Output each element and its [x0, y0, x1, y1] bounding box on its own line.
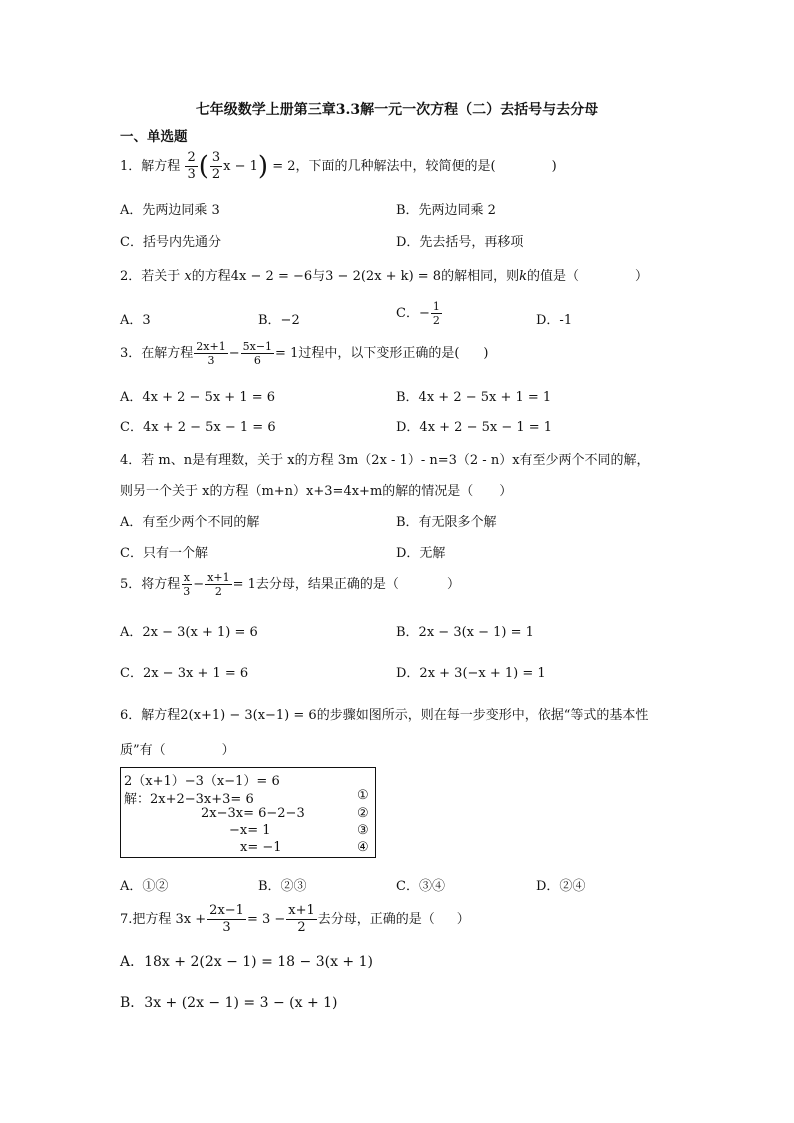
q4-option-a: A．有至少两个不同的解 — [120, 515, 260, 530]
q7-prompt: 去分母，正确的是（ — [317, 912, 435, 927]
q3-option-a: A．4x + 2 − 5x + 1 = 6 — [120, 390, 276, 405]
question-5: 5．将方程 $\frac{x}{3}$ − $\frac{x+1}{2}$ = 1去分母，结果正确的是（ ） — [120, 571, 460, 598]
q5-number: 5． — [120, 577, 142, 592]
q6-equation: 2(x+1) − 3(x−1) = 6 — [180, 708, 317, 723]
q4-line-1: 4．若 m、n是有理数，关于 x的方程 3m（2x - 1）- n=3（2 - n）x有至少两个不同的解， — [120, 453, 650, 468]
q6-option-d: D．②④ — [536, 879, 586, 894]
q6-step-2: 2x−3x= 6−2−3 — [201, 806, 305, 821]
q1-inner-fraction: $\frac{3}{2}$ — [211, 150, 221, 182]
q6-mark-2: ② — [357, 806, 369, 821]
q1-prefix: 解方程 — [141, 159, 181, 174]
q6-line-1: 6．解方程2(x+1) − 3(x−1) = 6的步骤如图所示，则在每一步变形中，依据“等式的基本性 — [120, 708, 649, 723]
q1-close-paren: ) — [551, 159, 557, 174]
question-7 — [120, 903, 470, 936]
q2-text-5: 的值是（ — [526, 269, 579, 284]
q7-option-a: A．18x + 2(2x − 1) = 18 − 3(x + 1) — [120, 954, 373, 970]
q5-prefix: 将方程 — [141, 577, 181, 592]
q7-fraction-1: $\frac{2x-1}{3}$ — [209, 903, 244, 935]
q5-option-a: A．2x − 3(x + 1) = 6 — [120, 625, 258, 640]
q7-close-paren: ） — [456, 912, 470, 927]
q4-option-b: B．有无限多个解 — [396, 515, 497, 530]
q5-fraction-2: $\frac{x+1}{2}$ — [207, 571, 230, 598]
q6-step-1: 解：2x+2−3x+3= 6 — [124, 792, 254, 807]
q5-prompt: 去分母，结果正确的是（ — [255, 577, 399, 592]
q3-close-paren: ) — [483, 346, 489, 361]
q2-option-c: C．− $\frac{1}{2}$ — [396, 300, 440, 327]
q2-text-4: 的解相同，则 — [441, 269, 520, 284]
q3-option-c: C．4x + 2 − 5x − 1 = 6 — [120, 420, 276, 435]
section-heading: 一、单选题 — [120, 129, 188, 145]
q7-fraction-2: $\frac{x+1}{2}$ — [288, 903, 315, 935]
q2-close-paren: ） — [635, 269, 649, 284]
q2-option-c-fraction: $\frac{1}{2}$ — [432, 300, 440, 327]
q3-prompt: 过程中，以下变形正确的是( — [298, 346, 460, 361]
q3-option-b: B．4x + 2 − 5x + 1 = 1 — [396, 390, 552, 405]
q1-number: 1． — [120, 159, 142, 174]
q6-line-2: 质”有（ ） — [120, 743, 235, 758]
q2-text-2: 的方程 — [191, 269, 231, 284]
q2-equation-2: 3 − 2(2x + k) = 8 — [325, 269, 442, 284]
q2-var-x: x — [184, 269, 192, 284]
q6-option-a: A．①② — [120, 879, 169, 894]
q6-step-0: 2（x+1）−3（x−1）= 6 — [124, 774, 280, 789]
q1-option-c: C．括号内先通分 — [120, 235, 221, 250]
question-2 — [120, 265, 648, 284]
q5-option-b: B．2x − 3(x − 1) = 1 — [396, 625, 534, 640]
q1-option-a: A．先两边同乘 3 — [120, 203, 220, 218]
q4-option-d: D．无解 — [396, 546, 446, 561]
page-title: 七年级数学上册第三章3.3解一元一次方程（二）去括号与去分母 — [195, 102, 599, 118]
q6-step-3: −x= 1 — [229, 823, 271, 838]
q7-mid: = 3 − — [246, 912, 286, 927]
q6-step-4: x= −1 — [240, 840, 282, 855]
q5-close-paren: ） — [446, 577, 460, 592]
q3-prefix: 在解方程 — [141, 346, 194, 361]
q7-prefix: 7.把方程 3x + — [120, 912, 207, 927]
q1-eq-tail: x − 1 — [223, 159, 258, 174]
q5-option-d: D．2x + 3(−x + 1) = 1 — [396, 666, 546, 681]
question-1: 1．解方程 $\frac{2}{3}$ ( $\frac{3}{2}$ x − 1) = 2，下面的几种解法中，较简便的是( ) — [120, 150, 557, 182]
q3-option-d: D．4x + 2 − 5x − 1 = 1 — [396, 420, 553, 435]
q4-option-c: C．只有一个解 — [120, 546, 208, 561]
q1-prompt: ，下面的几种解法中，较简便的是( — [295, 159, 496, 174]
q6-solution-steps-box — [120, 767, 376, 858]
q5-fraction-1: $\frac{x}{3}$ — [183, 571, 191, 598]
q6-mark-1: ① — [357, 788, 369, 803]
q1-option-b: B．先两边同乘 2 — [396, 203, 496, 218]
q7-option-b: B．3x + (2x − 1) = 3 − (x + 1) — [120, 995, 338, 1011]
q2-text-3: 与 — [312, 269, 326, 284]
q3-number: 3． — [120, 346, 142, 361]
q2-number: 2． — [120, 269, 142, 284]
q5-option-c: C．2x − 3x + 1 = 6 — [120, 666, 249, 681]
q6-mark-4: ④ — [357, 840, 369, 855]
q2-option-a: A．3 — [120, 313, 151, 328]
q6-mark-3: ③ — [357, 823, 369, 838]
q2-option-d: D．-1 — [536, 313, 573, 328]
q3-fraction-2: $\frac{5x-1}{6}$ — [242, 340, 273, 367]
q1-option-d: D．先去括号，再移项 — [396, 235, 524, 250]
question-3: 3．在解方程 $\frac{2x+1}{3}$ − $\frac{5x-1}{6}$ = 1过程中，以下变形正确的是( ) — [120, 340, 489, 367]
q1-eq-rhs: = 2 — [272, 159, 296, 174]
q4-line-2: 则另一个关于 x的方程（m+n）x+3=4x+m的解的情况是（ ） — [120, 484, 513, 499]
q6-option-c: C．③④ — [396, 879, 445, 894]
q2-var-k: k — [519, 269, 527, 284]
q3-fraction-1: $\frac{2x+1}{3}$ — [196, 340, 226, 367]
q1-outer-fraction: $\frac{2}{3}$ — [187, 150, 196, 182]
q2-option-b: B．−2 — [258, 313, 300, 328]
q3-rhs: = 1 — [275, 346, 299, 361]
q2-equation-1: 4x − 2 = −6 — [230, 269, 313, 284]
q2-text-1: 若关于 — [141, 269, 185, 284]
q6-option-b: B．②③ — [258, 879, 307, 894]
q5-rhs: = 1 — [232, 577, 256, 592]
